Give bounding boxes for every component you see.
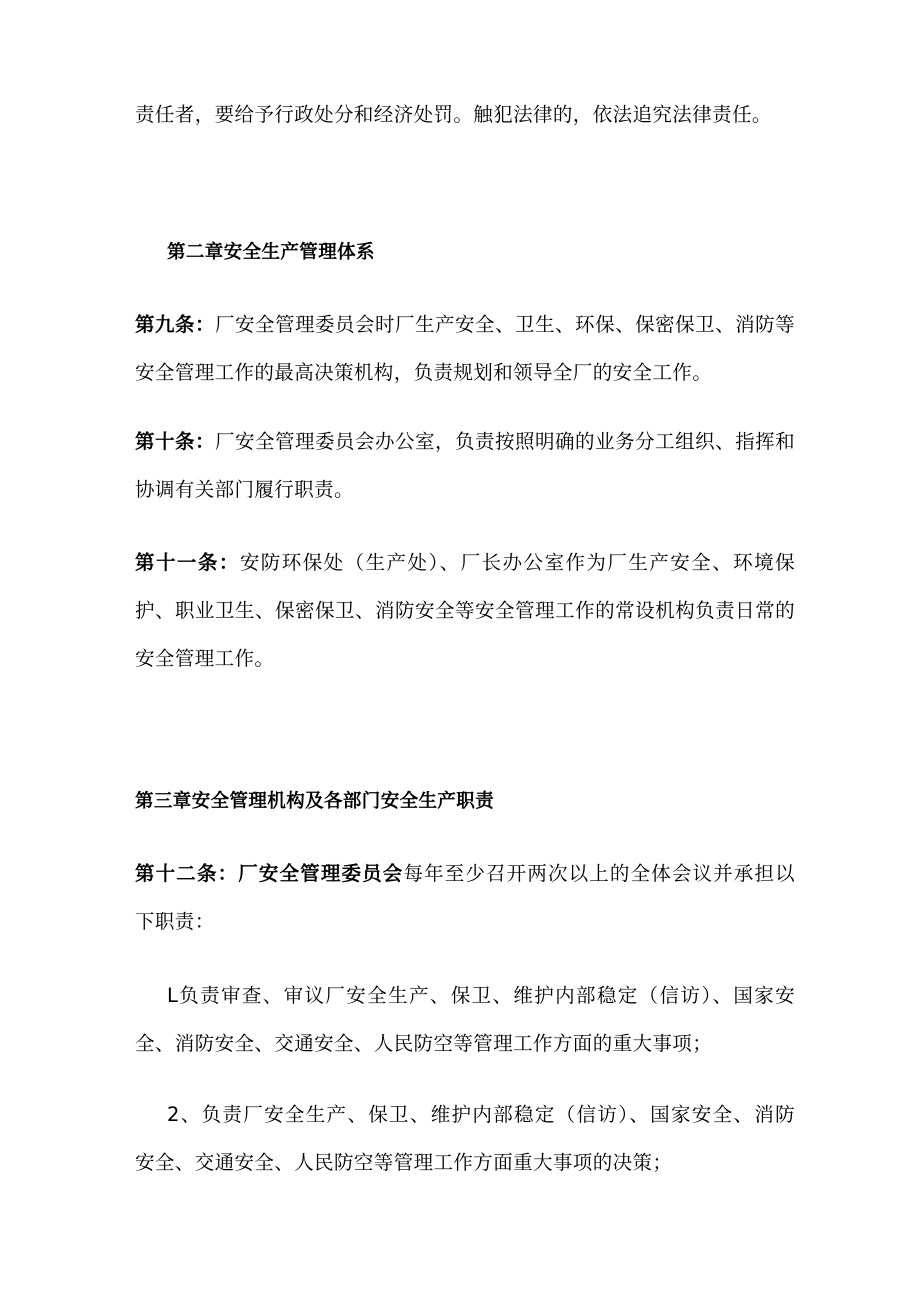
article-9-label: 第九条： xyxy=(135,313,216,336)
article-11-line-3: 安全管理工作。 xyxy=(135,647,275,670)
article-11-label: 第十一条： xyxy=(135,551,240,574)
intro-line-1: 责任者，要给予行政处分和经济处罚。触犯法律的，依法追究法律责任。 xyxy=(135,103,772,126)
chapter-3-title: 第三章安全管理机构及各部门安全生产职责 xyxy=(135,791,495,812)
article-12-line-1 xyxy=(135,860,795,888)
article-12-label: 第十二条：厂安全管理委员会 xyxy=(135,862,404,885)
item-2-line-1: 2、负责厂安全生产、保卫、维护内部稳定（信访）、国家安全、消防 xyxy=(167,1103,795,1126)
article-9-text-1: 厂安全管理委员会时厂生产安全、卫生、环保、保密保卫、消防等 xyxy=(215,313,795,336)
article-10-text-1: 厂安全管理委员会办公室，负责按照明确的业务分工组织、指挥和 xyxy=(215,430,795,453)
article-9-line-2: 安全管理工作的最高决策机构，负责规划和领导全厂的安全工作。 xyxy=(135,361,713,384)
item-2-line-2: 安全、交通安全、人民防空等管理工作方面重大事项的决策； xyxy=(135,1151,673,1174)
article-11-text-1: 安防环保处（生产处）、厂长办公室作为厂生产安全、环境保 xyxy=(239,551,795,574)
article-10-line-1 xyxy=(135,428,795,456)
article-10-label: 第十条： xyxy=(135,430,216,453)
article-12-text-1: 每年至少召开两次以上的全体会议并承担以 xyxy=(403,862,796,885)
article-11-line-2: 护、职业卫生、保密保卫、消防安全等安全管理工作的常设机构负责日常的 xyxy=(135,599,795,622)
article-12-line-2: 下职责： xyxy=(135,910,215,933)
article-10-line-2: 协调有关部门履行职责。 xyxy=(135,478,354,501)
chapter-2-title: 第二章安全生产管理体系 xyxy=(167,242,375,263)
item-1-line-1: L负责审查、审议厂安全生产、保卫、维护内部稳定（信访）、国家安 xyxy=(167,984,795,1007)
item-1-line-2: 全、消防安全、交通安全、人民防空等管理工作方面的重大事项； xyxy=(135,1032,713,1055)
article-9-line-1 xyxy=(135,311,795,339)
article-11-line-1 xyxy=(135,549,795,577)
